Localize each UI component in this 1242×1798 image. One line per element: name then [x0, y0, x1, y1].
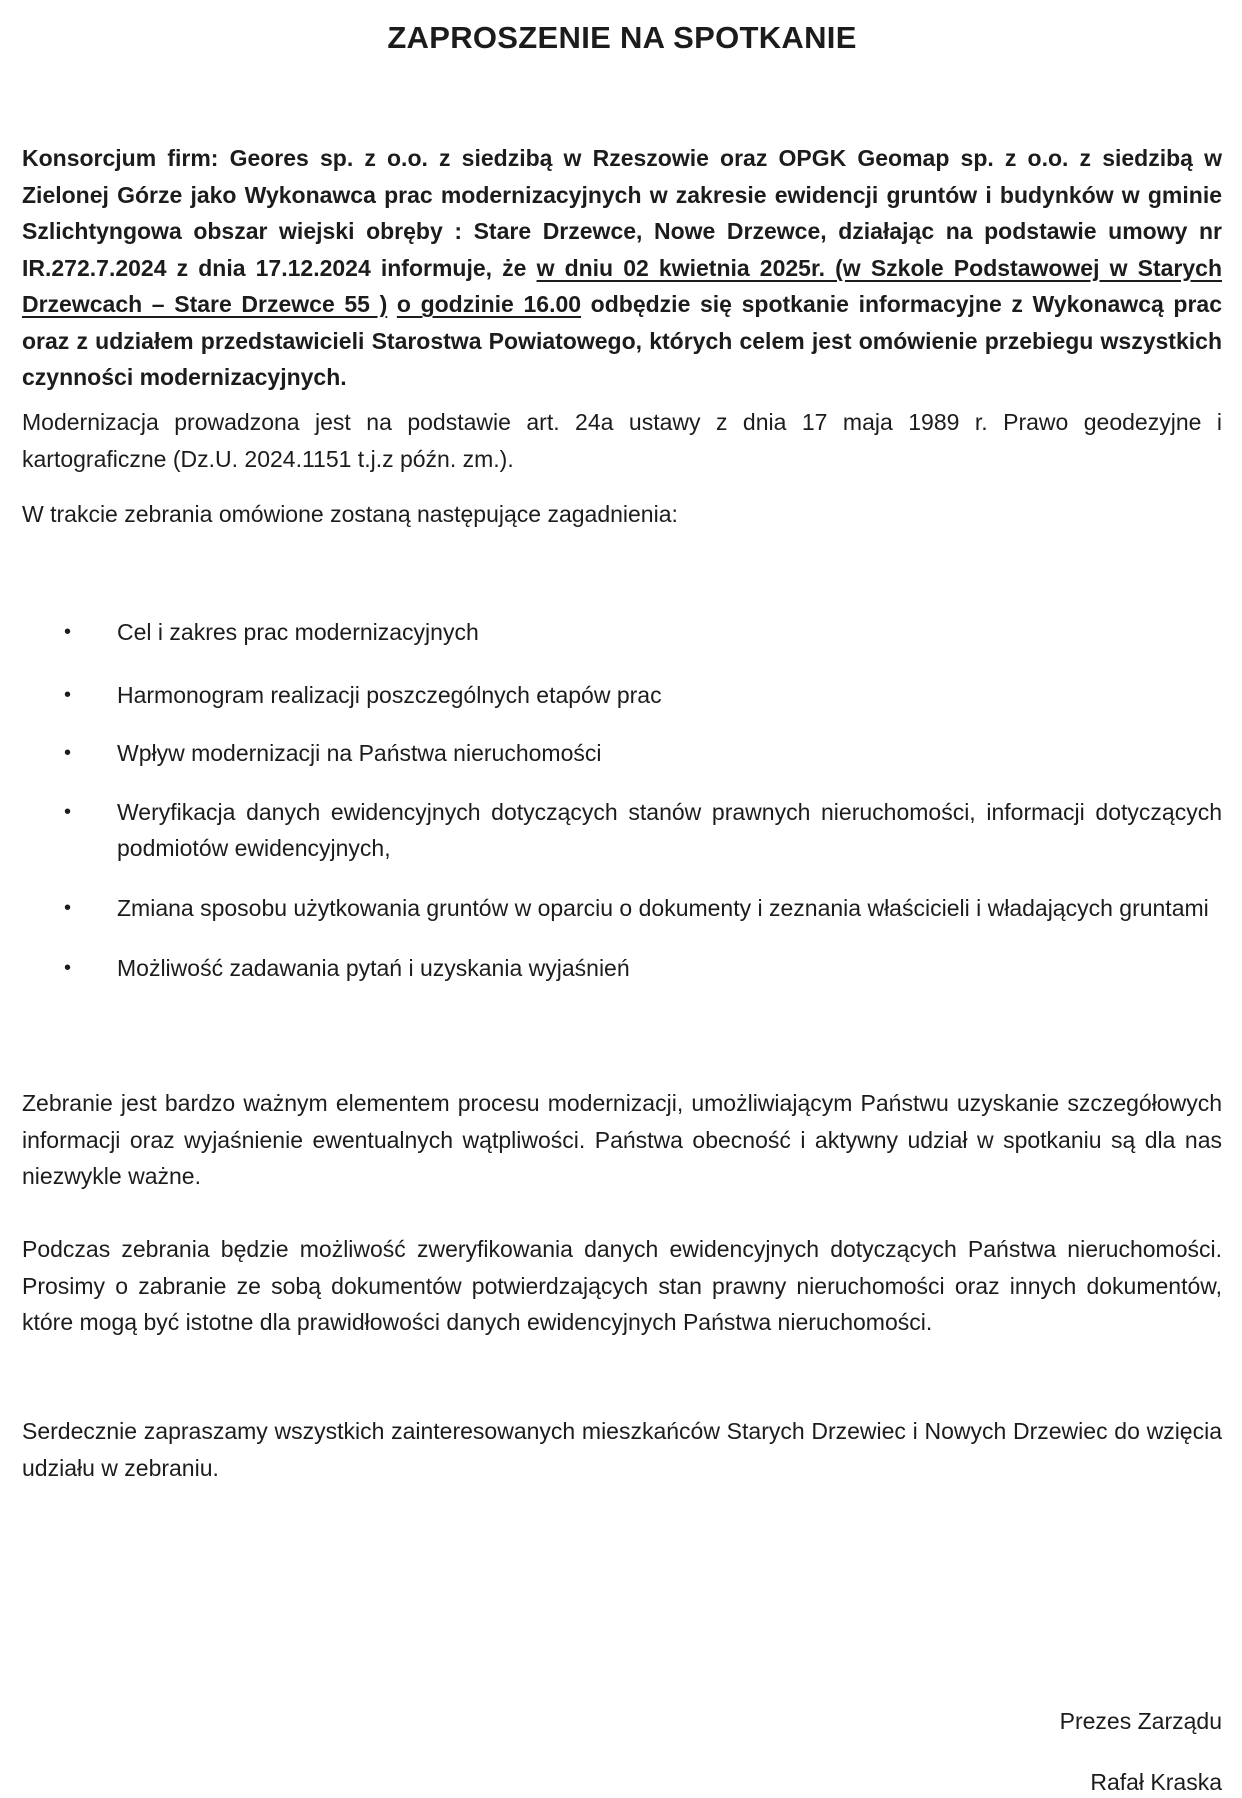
- bullet-icon: •: [64, 800, 72, 823]
- importance-paragraph: Zebranie jest bardzo ważnym elementem procesu modernizacji, umożliwiającym Państwu uzyskanie szczegółowych informacji oraz wyjaśnienie ewentualnych wątpliwości. Państwa obecność i aktywny udział w spotkaniu są dla nas niezwykle ważne.: [22, 1090, 1222, 1189]
- topic-text: Zmiana sposobu użytkowania gruntów w oparciu o dokumenty i zeznania właścicieli i władających gruntami: [117, 894, 1209, 921]
- list-item: [22, 950, 1222, 987]
- bullet-icon: •: [64, 957, 72, 979]
- topic-text: Cel i zakres prac modernizacyjnych: [117, 619, 479, 645]
- topic-text: Weryfikacja danych ewidencyjnych dotyczących stanów prawnych nieruchomości, informacji dotyczących podmiotów ewidencyjnych,: [117, 798, 1222, 861]
- intro-text-end: odbędzie się spotkanie informacyjne z Wykonawcą prac oraz z udziałem przedstawicieli Starostwa Powiatowego, których celem jest omówienie przebiegu wszystkich czynności modernizacyjnych.: [22, 291, 1222, 390]
- document-title: ZAPROSZENIE NA SPOTKANIE: [387, 20, 857, 55]
- bullet-icon: •: [64, 683, 72, 706]
- topic-text: Możliwość zadawania pytań i uzyskania wyjaśnień: [117, 955, 630, 981]
- signature-name: Rafał Kraska: [1090, 1769, 1222, 1795]
- topics-intro: W trakcie zebrania omówione zostaną następujące zagadnienia:: [22, 501, 678, 527]
- bullet-icon: •: [64, 742, 72, 764]
- signature-position: Prezes Zarządu: [1059, 1708, 1222, 1734]
- intro-paragraph: [22, 140, 1222, 396]
- intro-text-start: Konsorcjum firm: Geores sp. z o.o. z siedzibą w Rzeszowie oraz OPGK Geomap sp. z o.o. z siedzibą w Zielonej Górze jako Wykonawca prac modernizacyjnych w zakresie ewidencji gruntów i budynków w gminie Szlichtyngowa obszar wiejski obręby : Stare Drzewce, Nowe Drzewce, działając na podstawie umowy nr IR.272.7.2024 z dnia 17.12.2024 informuje, że: [22, 145, 1222, 281]
- bullet-icon: •: [64, 896, 72, 919]
- list-item: [22, 614, 1222, 651]
- list-item: [22, 890, 1222, 927]
- intro-space: [387, 291, 397, 317]
- legal-basis-paragraph: Modernizacja prowadzona jest na podstawie art. 24a ustawy z dnia 17 maja 1989 r. Prawo geodezyjne i kartograficzne (Dz.U. 2024.1151 t.j.z późn. zm.).: [22, 409, 1222, 472]
- list-item: [22, 735, 1222, 772]
- meeting-time: o godzinie 16.00: [396, 291, 582, 317]
- topic-text: Wpływ modernizacji na Państwa nieruchomości: [117, 740, 602, 766]
- bullet-icon: •: [64, 621, 72, 643]
- invitation-paragraph: Serdecznie zapraszamy wszystkich zainteresowanych mieszkańców Starych Drzewiec i Nowych Drzewiec do wzięcia udziału w zebraniu.: [22, 1418, 1222, 1481]
- list-item: [22, 794, 1222, 867]
- topics-list: [22, 614, 1222, 1013]
- verification-paragraph: Podczas zebrania będzie możliwość zweryfikowania danych ewidencyjnych dotyczących Państwa nieruchomości. Prosimy o zabranie ze sobą dokumentów potwierdzających stan prawny nieruchomości oraz innych dokumentów, które mogą być istotne dla prawidłowości danych ewidencyjnych Państwa nieruchomości.: [22, 1236, 1222, 1335]
- topic-text: Harmonogram realizacji poszczególnych etapów prac: [117, 681, 662, 708]
- meeting-date-place: w dniu 02 kwietnia 2025r. (w Szkole Podstawowej w Starych Drzewcach – Stare Drzewce 55 ): [22, 254, 1222, 317]
- list-item: [22, 677, 1222, 714]
- document-page: [22, 0, 1222, 1798]
